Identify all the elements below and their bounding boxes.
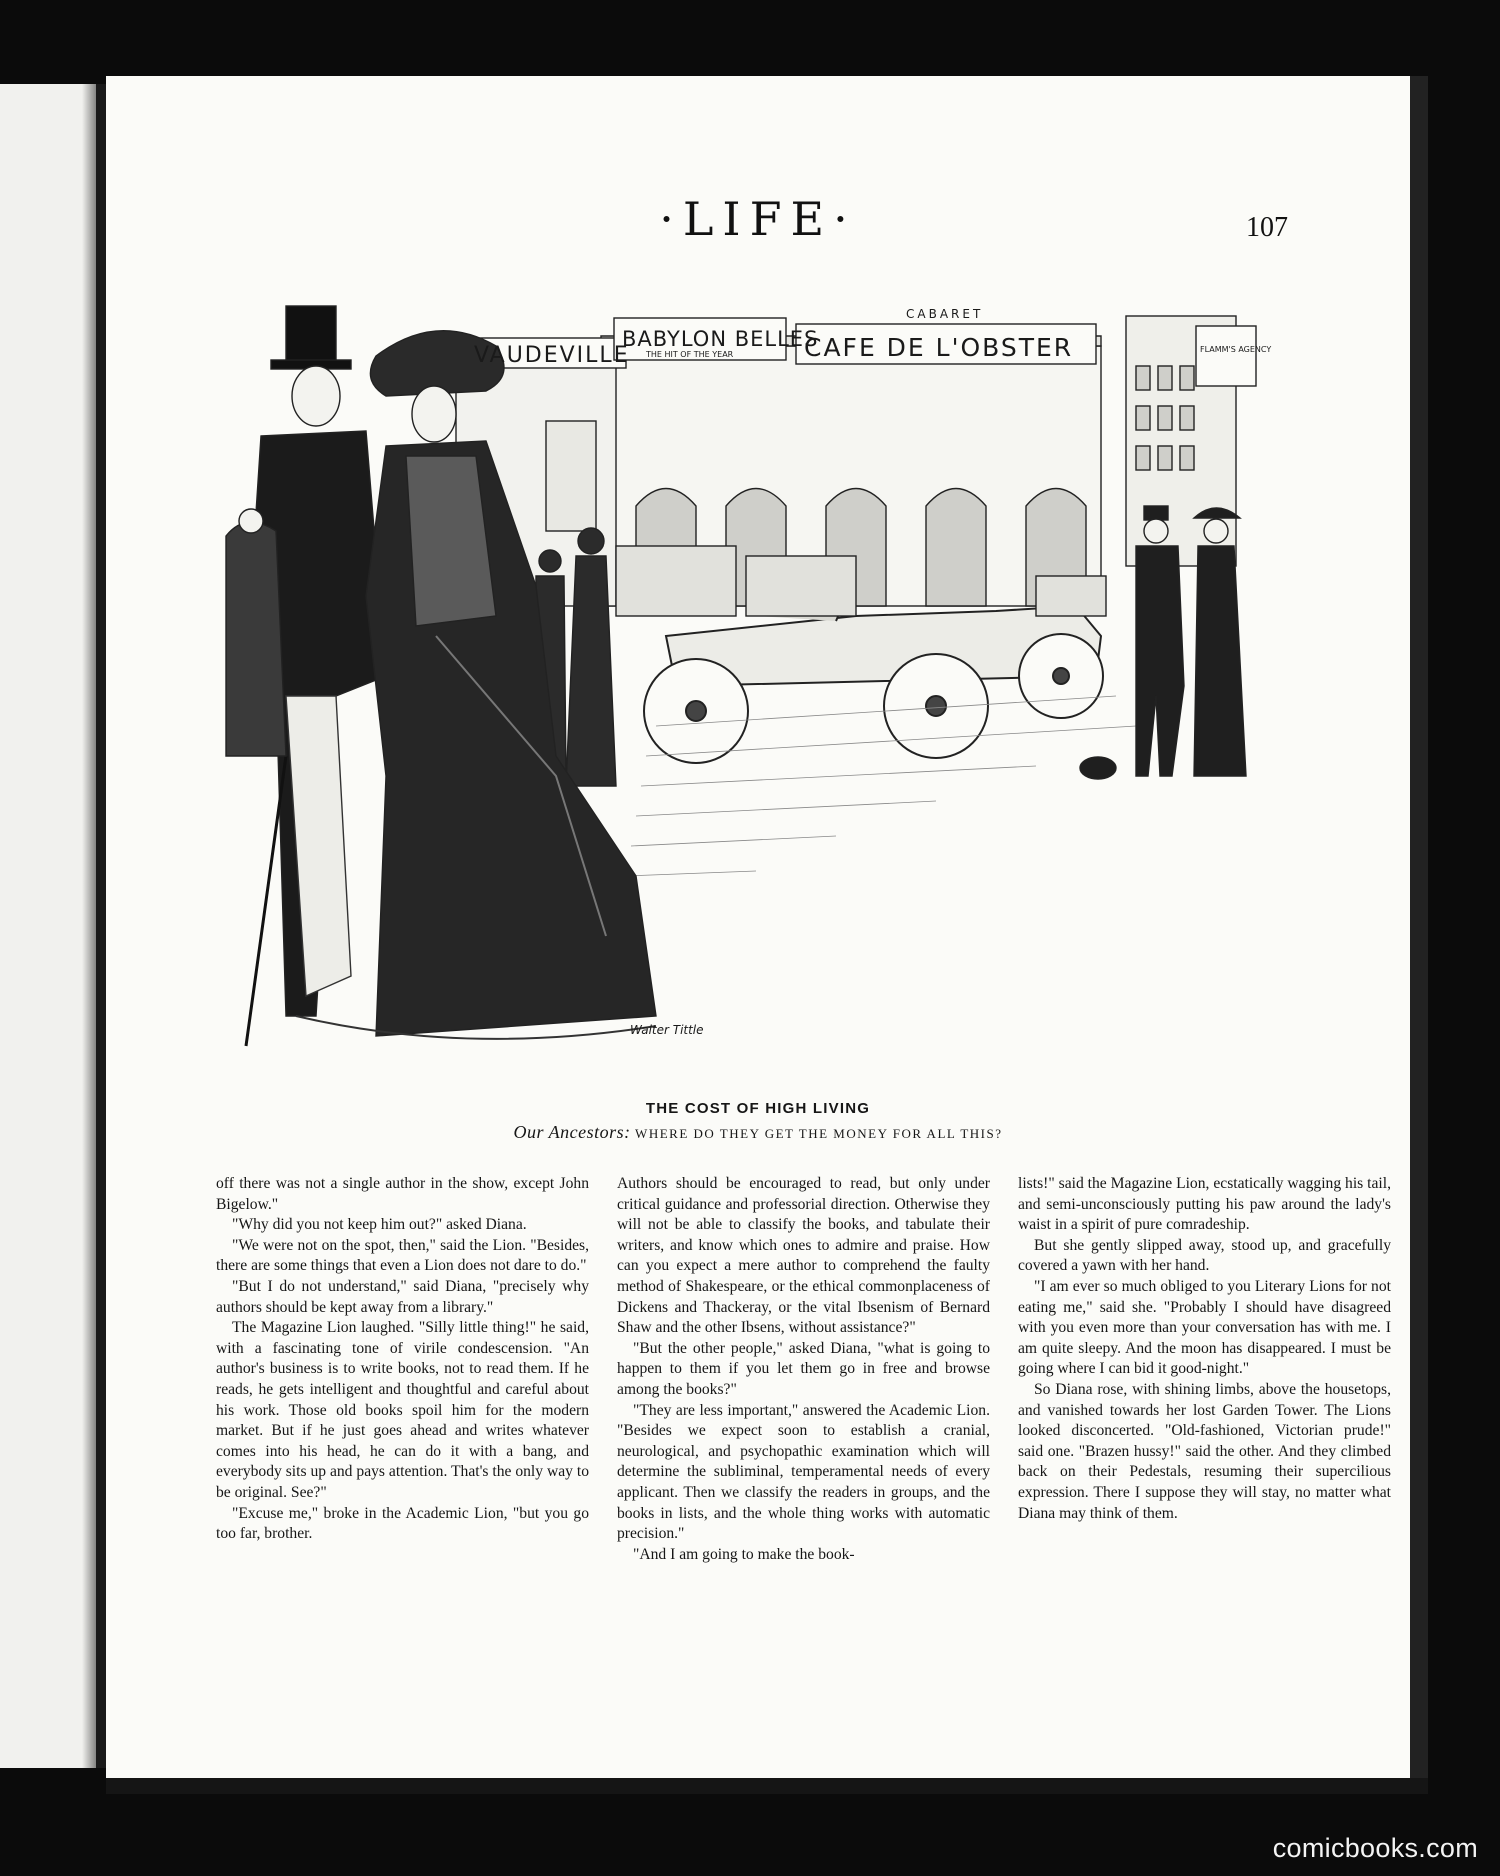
babylon-sub-sign: THE HIT OF THE YEAR [646, 350, 734, 359]
artist-signature: Walter Tittle [630, 1023, 704, 1037]
babylon-sign: BABYLON BELLES [622, 327, 819, 351]
paragraph: So Diana rose, with shining limbs, above the housetops, and vanished towards her lost Garden Tower. The Lions looked disconcerted. "Old-fashioned, Victorian prude!" said one. "Brazen hussy!" said the other. And they climbed back on their Pedestals, resuming their supercilious expression. There I suppose they will stay, no matter what Diana may think of them. [1018, 1380, 1391, 1522]
left-crowd [226, 509, 286, 756]
paragraph: Authors should be encouraged to read, but only under critical guidance and professorial direction. Otherwise they will not be able to classify the books, and tabulate their writers, and know which ones to admire and praise. How can you expect a mere author to comprehend the faulty method of Shakespeare, or the ethical commonplaceness of Dickens and Thackeray, or the vital Ibsenism of Bernard Shaw and the other Ibsens, without assistance?" [617, 1175, 990, 1337]
article-column-1 [216, 1174, 589, 1565]
paragraph: The Magazine Lion laughed. "Silly little thing!" he said, with a fascinating tone of virile condescension. "An author's business is to write books, not to read them. If he reads, he gets intelligent and thoughtful and careful about his work. Those old books spoil him for the modern market. But if he just goes ahead and writes whatever comes into his head, he can do it with a bang, and everybody sits up and pays attention. That's the only way to be original. See?" [216, 1319, 589, 1501]
paragraph: "But I do not understand," said Diana, "precisely why authors should be kept away from a library." [216, 1277, 589, 1316]
paragraph: "And I am going to make the book- [633, 1545, 855, 1563]
street-scene-illustration [136, 256, 1376, 1106]
paragraph: "We were not on the spot, then," said the Lion. "Besides, there are some things that even a Lion does not dare to do." [216, 1236, 589, 1275]
cabaret-sign: CABARET [906, 307, 984, 321]
page-bottom-shadow [106, 1778, 1428, 1794]
book-gutter [96, 84, 106, 1768]
paragraph: lists!" said the Magazine Lion, ecstatically wagging his tail, and semi-unconsciously putting his paw around the lady's waist in a spirit of pure comradeship. [1018, 1175, 1391, 1234]
caption-lead: Our Ancestors: [513, 1122, 631, 1142]
magazine-page [106, 76, 1410, 1778]
paragraph: "I am ever so much obliged to you Literary Lions for not eating me," said she. "Probably I should have disagreed with you even more than your conversation has with me. I am quite sleepy. And the moon has disappeared. I must be going where I can bid it good-night." [1018, 1277, 1391, 1378]
caption-title: THE COST OF HIGH LIVING [645, 1100, 871, 1117]
vaudeville-sign: VAUDEVILLE [474, 343, 630, 368]
walking-cane [246, 756, 286, 1046]
caption-subtitle [106, 1122, 1410, 1143]
agency-sign: FLAMM'S AGENCY [1200, 345, 1272, 354]
paragraph: off there was not a single author in the show, except John Bigelow." [216, 1175, 589, 1213]
paragraph: But she gently slipped away, stood up, and gracefully covered a yawn with her hand. [1018, 1236, 1391, 1275]
article-columns [216, 1174, 1391, 1565]
small-dog [1080, 757, 1116, 779]
paragraph: "Excuse me," broke in the Academic Lion, "but you go too far, brother. [216, 1504, 589, 1543]
right-building-windows [1136, 366, 1194, 470]
article-column-2 [617, 1174, 990, 1565]
street-hatching [626, 696, 1136, 876]
paragraph: "Why did you not keep him out?" asked Diana. [232, 1216, 527, 1234]
facing-page-edge [0, 84, 96, 1768]
vaudeville-poster [546, 421, 596, 531]
masthead-title: ·LIFE· [659, 192, 857, 246]
page-right-edge [1410, 76, 1428, 1778]
watermark-text: comicbooks.com [1272, 1833, 1478, 1863]
paragraph: "But the other people," asked Diana, "what is going to happen to them if you let them go in free and browse among the books?" [617, 1339, 990, 1398]
right-couple [1080, 506, 1246, 779]
caption-question: WHERE DO THEY GET THE MONEY FOR ALL THIS? [635, 1126, 1003, 1141]
page-number: 107 [1246, 212, 1288, 243]
paragraph: "They are less important," answered the Academic Lion. "Besides we expect soon to establish a cranial, neurological, and psychopathic examination which will determine the subliminal, temperamental needs of every applicant. Then we classify the readers in groups, and the books in lists, and the whole thing works with automatic precision." [617, 1401, 990, 1543]
agency-sign-box [1196, 326, 1256, 386]
cafe-sign: CAFE DE L'OBSTER [804, 333, 1074, 362]
article-column-3 [1018, 1174, 1391, 1565]
